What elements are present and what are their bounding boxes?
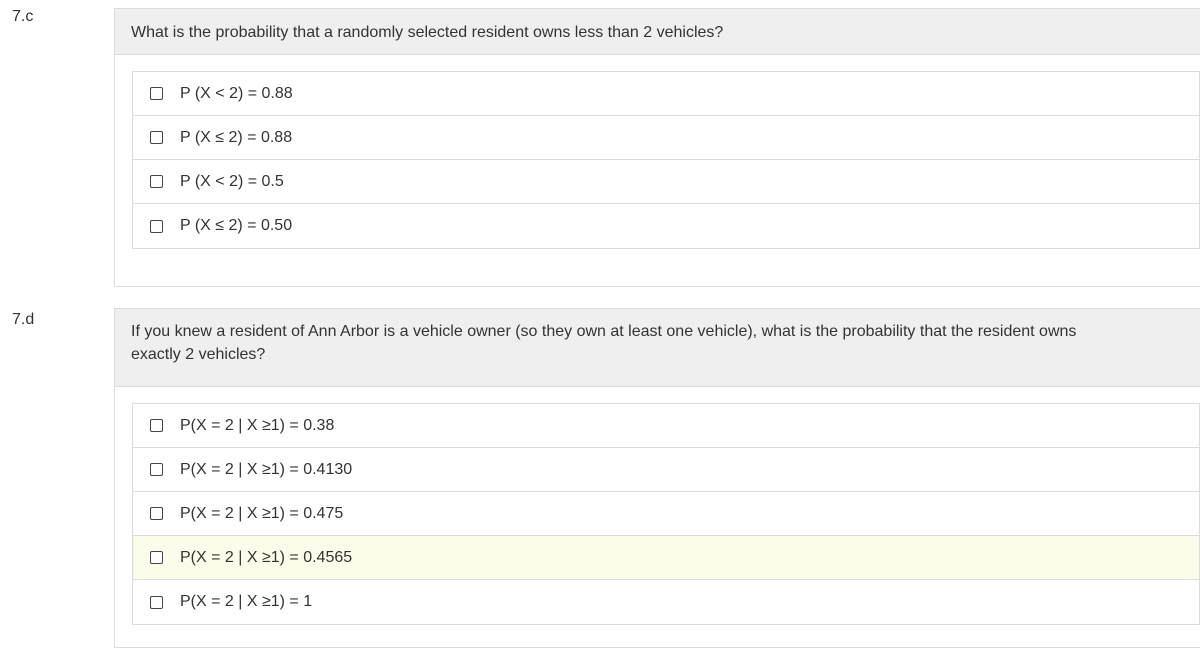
answer-option[interactable]	[133, 160, 1199, 204]
answer-option-label: P(X = 2 | X ≥1) = 0.475	[180, 504, 344, 522]
answer-option-label: P (X < 2) = 0.88	[180, 84, 293, 102]
question-number: 7.d	[12, 311, 35, 328]
checkbox[interactable]	[150, 463, 163, 476]
answer-option[interactable]	[133, 404, 1199, 448]
checkbox[interactable]	[150, 507, 163, 520]
answer-option-label: P(X = 2 | X ≥1) = 1	[180, 593, 313, 610]
answer-options	[132, 71, 1200, 249]
answer-option-label: P(X = 2 | X ≥1) = 0.4565	[180, 548, 353, 566]
answer-option-label: P(X = 2 | X ≥1) = 0.4130	[180, 460, 353, 478]
answer-option-highlighted[interactable]	[133, 536, 1199, 580]
checkbox[interactable]	[150, 596, 163, 609]
question-card-7d	[114, 308, 1200, 648]
answer-option[interactable]	[133, 204, 1199, 248]
checkbox[interactable]	[150, 220, 163, 233]
question-number: 7.c	[12, 8, 34, 25]
answer-option[interactable]	[133, 448, 1199, 492]
answer-option[interactable]	[133, 580, 1199, 624]
answer-option[interactable]	[133, 116, 1199, 160]
answer-option-label: P (X < 2) = 0.5	[180, 172, 284, 190]
answer-option-label: P (X ≤ 2) = 0.50	[180, 217, 293, 234]
checkbox[interactable]	[150, 131, 163, 144]
answer-option[interactable]	[133, 72, 1199, 116]
checkbox[interactable]	[150, 175, 163, 188]
question-prompt: What is the probability that a randomly selected resident owns less than 2 vehicles?	[115, 9, 1200, 55]
checkbox[interactable]	[150, 551, 163, 564]
answer-option-label: P (X ≤ 2) = 0.88	[180, 128, 293, 146]
answer-option-label: P(X = 2 | X ≥1) = 0.38	[180, 416, 335, 434]
checkbox[interactable]	[150, 419, 163, 432]
answer-option[interactable]	[133, 492, 1199, 536]
question-prompt: If you knew a resident of Ann Arbor is a vehicle owner (so they own at least one vehicle), what is the probability that the resident owns exactly 2 vehicles?	[115, 309, 1200, 387]
answer-options	[132, 403, 1200, 625]
question-card-7c	[114, 8, 1200, 287]
checkbox[interactable]	[150, 87, 163, 100]
